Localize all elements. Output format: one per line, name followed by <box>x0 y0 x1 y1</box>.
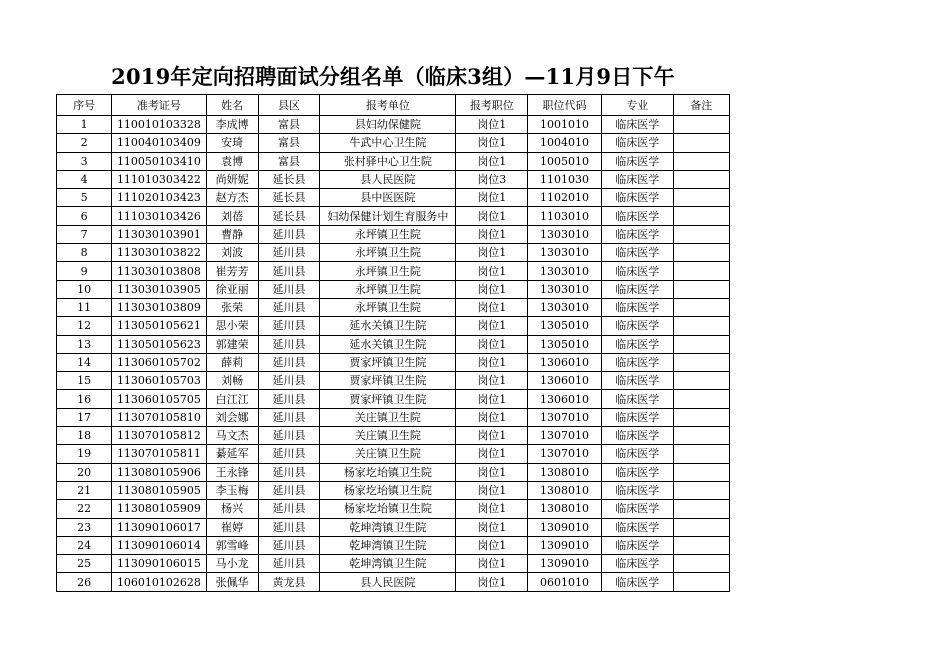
position-code-cell: 1305010 <box>528 317 602 335</box>
index-cell: 26 <box>57 573 112 591</box>
index-cell: 9 <box>57 262 112 280</box>
employer-cell: 关庄镇卫生院 <box>320 427 456 445</box>
major-cell: 临床医学 <box>601 280 673 298</box>
header-name: 姓名 <box>206 95 258 116</box>
position-code-cell: 1306010 <box>528 353 602 371</box>
county-cell: 延川县 <box>258 463 319 481</box>
major-cell: 临床医学 <box>601 463 673 481</box>
county-cell: 延川县 <box>258 225 319 243</box>
position-code-cell: 1001010 <box>528 116 602 134</box>
major-cell: 临床医学 <box>601 481 673 499</box>
position-cell: 岗位1 <box>456 189 528 207</box>
index-cell: 15 <box>57 372 112 390</box>
exam-id-cell: 113080105909 <box>112 500 206 518</box>
county-cell: 延川县 <box>258 353 319 371</box>
name-cell: 杨兴 <box>206 500 258 518</box>
employer-cell: 永坪镇卫生院 <box>320 280 456 298</box>
county-cell: 延长县 <box>258 207 319 225</box>
table-row <box>57 372 730 390</box>
remarks-cell <box>673 372 729 390</box>
major-cell: 临床医学 <box>601 244 673 262</box>
county-cell: 黄龙县 <box>258 573 319 591</box>
remarks-cell <box>673 390 729 408</box>
page-title: 2019年定向招聘面试分组名单（临床3组）—11月9日下午 <box>111 64 675 89</box>
position-cell: 岗位1 <box>456 298 528 316</box>
position-code-cell: 1303010 <box>528 262 602 280</box>
name-cell: 崔婷 <box>206 518 258 536</box>
major-cell: 临床医学 <box>601 335 673 353</box>
table-row <box>57 152 730 170</box>
employer-cell: 永坪镇卫生院 <box>320 262 456 280</box>
employer-cell: 永坪镇卫生院 <box>320 298 456 316</box>
county-cell: 富县 <box>258 134 319 152</box>
remarks-cell <box>673 262 729 280</box>
position-code-cell: 1309010 <box>528 536 602 554</box>
position-code-cell: 1307010 <box>528 427 602 445</box>
exam-id-cell: 113070105810 <box>112 408 206 426</box>
index-cell: 14 <box>57 353 112 371</box>
position-code-cell: 1308010 <box>528 500 602 518</box>
remarks-cell <box>673 317 729 335</box>
remarks-cell <box>673 280 729 298</box>
employer-cell: 乾坤湾镇卫生院 <box>320 518 456 536</box>
index-cell: 24 <box>57 536 112 554</box>
county-cell: 延川县 <box>258 445 319 463</box>
employer-cell: 贾家坪镇卫生院 <box>320 390 456 408</box>
employer-cell: 关庄镇卫生院 <box>320 445 456 463</box>
remarks-cell <box>673 152 729 170</box>
name-cell: 刘畅 <box>206 372 258 390</box>
position-cell: 岗位1 <box>456 244 528 262</box>
employer-cell: 乾坤湾镇卫生院 <box>320 555 456 573</box>
county-cell: 延川县 <box>258 555 319 573</box>
index-cell: 8 <box>57 244 112 262</box>
major-cell: 临床医学 <box>601 555 673 573</box>
table-header-row <box>57 95 730 116</box>
major-cell: 临床医学 <box>601 500 673 518</box>
major-cell: 临床医学 <box>601 573 673 591</box>
index-cell: 10 <box>57 280 112 298</box>
index-cell: 5 <box>57 189 112 207</box>
position-code-cell: 1102010 <box>528 189 602 207</box>
table-row <box>57 500 730 518</box>
index-cell: 17 <box>57 408 112 426</box>
name-cell: 刘蓓 <box>206 207 258 225</box>
name-cell: 王永锋 <box>206 463 258 481</box>
table-row <box>57 463 730 481</box>
position-code-cell: 1303010 <box>528 225 602 243</box>
index-cell: 12 <box>57 317 112 335</box>
name-cell: 郭建荣 <box>206 335 258 353</box>
index-cell: 7 <box>57 225 112 243</box>
major-cell: 临床医学 <box>601 408 673 426</box>
exam-id-cell: 111020103423 <box>112 189 206 207</box>
employer-cell: 永坪镇卫生院 <box>320 244 456 262</box>
county-cell: 延川县 <box>258 500 319 518</box>
position-cell: 岗位1 <box>456 262 528 280</box>
table-row <box>57 555 730 573</box>
index-cell: 19 <box>57 445 112 463</box>
position-cell: 岗位1 <box>456 134 528 152</box>
exam-id-cell: 113060105702 <box>112 353 206 371</box>
remarks-cell <box>673 408 729 426</box>
position-cell: 岗位1 <box>456 500 528 518</box>
position-code-cell: 1306010 <box>528 372 602 390</box>
employer-cell: 县人民医院 <box>320 170 456 188</box>
remarks-cell <box>673 335 729 353</box>
name-cell: 薛莉 <box>206 353 258 371</box>
header-employer: 报考单位 <box>320 95 456 116</box>
major-cell: 临床医学 <box>601 207 673 225</box>
table-row <box>57 189 730 207</box>
table-row <box>57 207 730 225</box>
county-cell: 延川县 <box>258 244 319 262</box>
county-cell: 延川县 <box>258 280 319 298</box>
table-row <box>57 573 730 591</box>
position-code-cell: 1305010 <box>528 335 602 353</box>
name-cell: 崔芳芳 <box>206 262 258 280</box>
position-code-cell: 1306010 <box>528 390 602 408</box>
position-cell: 岗位3 <box>456 170 528 188</box>
employer-cell: 县人民医院 <box>320 573 456 591</box>
header-major: 专业 <box>601 95 673 116</box>
remarks-cell <box>673 573 729 591</box>
interview-roster-table <box>56 94 730 592</box>
county-cell: 延川县 <box>258 427 319 445</box>
exam-id-cell: 113060105705 <box>112 390 206 408</box>
index-cell: 18 <box>57 427 112 445</box>
exam-id-cell: 111030103426 <box>112 207 206 225</box>
name-cell: 安琦 <box>206 134 258 152</box>
table-row <box>57 170 730 188</box>
position-code-cell: 1303010 <box>528 244 602 262</box>
exam-id-cell: 113030103809 <box>112 298 206 316</box>
remarks-cell <box>673 189 729 207</box>
employer-cell: 杨家圪坮镇卫生院 <box>320 463 456 481</box>
exam-id-cell: 113070105811 <box>112 445 206 463</box>
county-cell: 延川县 <box>258 481 319 499</box>
position-cell: 岗位1 <box>456 207 528 225</box>
name-cell: 马小龙 <box>206 555 258 573</box>
table-row <box>57 134 730 152</box>
remarks-cell <box>673 463 729 481</box>
major-cell: 临床医学 <box>601 445 673 463</box>
table-row <box>57 390 730 408</box>
employer-cell: 永坪镇卫生院 <box>320 225 456 243</box>
county-cell: 富县 <box>258 152 319 170</box>
employer-cell: 张村驿中心卫生院 <box>320 152 456 170</box>
name-cell: 思小荣 <box>206 317 258 335</box>
position-cell: 岗位1 <box>456 573 528 591</box>
position-cell: 岗位1 <box>456 481 528 499</box>
index-cell: 22 <box>57 500 112 518</box>
employer-cell: 贾家坪镇卫生院 <box>320 353 456 371</box>
remarks-cell <box>673 555 729 573</box>
name-cell: 赵方杰 <box>206 189 258 207</box>
table-row <box>57 445 730 463</box>
position-code-cell: 1308010 <box>528 463 602 481</box>
header-remarks: 备注 <box>673 95 729 116</box>
position-cell: 岗位1 <box>456 408 528 426</box>
exam-id-cell: 113090106015 <box>112 555 206 573</box>
employer-cell: 延水关镇卫生院 <box>320 335 456 353</box>
position-code-cell: 1307010 <box>528 408 602 426</box>
name-cell: 曹静 <box>206 225 258 243</box>
name-cell: 张佩华 <box>206 573 258 591</box>
table-row <box>57 262 730 280</box>
index-cell: 11 <box>57 298 112 316</box>
header-exam-id: 准考证号 <box>112 95 206 116</box>
remarks-cell <box>673 170 729 188</box>
table-row <box>57 408 730 426</box>
employer-cell: 杨家圪坮镇卫生院 <box>320 481 456 499</box>
name-cell: 郭雪峰 <box>206 536 258 554</box>
employer-cell: 县中医医院 <box>320 189 456 207</box>
name-cell: 马文杰 <box>206 427 258 445</box>
exam-id-cell: 111010303422 <box>112 170 206 188</box>
employer-cell: 关庄镇卫生院 <box>320 408 456 426</box>
exam-id-cell: 113050105621 <box>112 317 206 335</box>
index-cell: 21 <box>57 481 112 499</box>
major-cell: 临床医学 <box>601 427 673 445</box>
index-cell: 4 <box>57 170 112 188</box>
position-cell: 岗位1 <box>456 445 528 463</box>
county-cell: 延川县 <box>258 390 319 408</box>
table-row <box>57 225 730 243</box>
exam-id-cell: 113030103901 <box>112 225 206 243</box>
index-cell: 25 <box>57 555 112 573</box>
position-cell: 岗位1 <box>456 463 528 481</box>
position-code-cell: 0601010 <box>528 573 602 591</box>
remarks-cell <box>673 116 729 134</box>
exam-id-cell: 113050105623 <box>112 335 206 353</box>
name-cell: 刘会娜 <box>206 408 258 426</box>
position-cell: 岗位1 <box>456 518 528 536</box>
name-cell: 徐亚丽 <box>206 280 258 298</box>
county-cell: 延川县 <box>258 408 319 426</box>
major-cell: 临床医学 <box>601 170 673 188</box>
exam-id-cell: 113030103808 <box>112 262 206 280</box>
exam-id-cell: 113070105812 <box>112 427 206 445</box>
major-cell: 临床医学 <box>601 518 673 536</box>
remarks-cell <box>673 536 729 554</box>
position-code-cell: 1309010 <box>528 555 602 573</box>
position-cell: 岗位1 <box>456 280 528 298</box>
table-row <box>57 335 730 353</box>
position-cell: 岗位1 <box>456 427 528 445</box>
position-code-cell: 1103010 <box>528 207 602 225</box>
header-index: 序号 <box>57 95 112 116</box>
county-cell: 延川县 <box>258 335 319 353</box>
remarks-cell <box>673 500 729 518</box>
county-cell: 延长县 <box>258 189 319 207</box>
major-cell: 临床医学 <box>601 225 673 243</box>
table-row <box>57 518 730 536</box>
major-cell: 临床医学 <box>601 353 673 371</box>
major-cell: 临床医学 <box>601 262 673 280</box>
table-body <box>57 116 730 592</box>
name-cell: 尚妍妮 <box>206 170 258 188</box>
exam-id-cell: 110010103328 <box>112 116 206 134</box>
county-cell: 富县 <box>258 116 319 134</box>
employer-cell: 牛武中心卫生院 <box>320 134 456 152</box>
county-cell: 延长县 <box>258 170 319 188</box>
position-code-cell: 1308010 <box>528 481 602 499</box>
exam-id-cell: 110040103409 <box>112 134 206 152</box>
exam-id-cell: 113030103905 <box>112 280 206 298</box>
index-cell: 13 <box>57 335 112 353</box>
table-row <box>57 244 730 262</box>
employer-cell: 乾坤湾镇卫生院 <box>320 536 456 554</box>
name-cell: 李玉梅 <box>206 481 258 499</box>
table-row <box>57 353 730 371</box>
position-cell: 岗位1 <box>456 372 528 390</box>
major-cell: 临床医学 <box>601 372 673 390</box>
exam-id-cell: 113030103822 <box>112 244 206 262</box>
major-cell: 临床医学 <box>601 317 673 335</box>
index-cell: 6 <box>57 207 112 225</box>
table-row <box>57 116 730 134</box>
name-cell: 白江江 <box>206 390 258 408</box>
position-cell: 岗位1 <box>456 152 528 170</box>
remarks-cell <box>673 225 729 243</box>
exam-id-cell: 106010102628 <box>112 573 206 591</box>
employer-cell: 妇幼保健计划生育服务中 <box>320 207 456 225</box>
major-cell: 临床医学 <box>601 116 673 134</box>
employer-cell: 县妇幼保健院 <box>320 116 456 134</box>
exam-id-cell: 113080105905 <box>112 481 206 499</box>
remarks-cell <box>673 298 729 316</box>
remarks-cell <box>673 445 729 463</box>
remarks-cell <box>673 427 729 445</box>
table-row <box>57 427 730 445</box>
county-cell: 延川县 <box>258 298 319 316</box>
remarks-cell <box>673 353 729 371</box>
major-cell: 临床医学 <box>601 134 673 152</box>
major-cell: 临床医学 <box>601 390 673 408</box>
position-cell: 岗位1 <box>456 555 528 573</box>
table-row <box>57 317 730 335</box>
name-cell: 李成博 <box>206 116 258 134</box>
name-cell: 綦延军 <box>206 445 258 463</box>
position-cell: 岗位1 <box>456 536 528 554</box>
county-cell: 延川县 <box>258 262 319 280</box>
position-code-cell: 1303010 <box>528 298 602 316</box>
remarks-cell <box>673 134 729 152</box>
position-code-cell: 1004010 <box>528 134 602 152</box>
position-code-cell: 1005010 <box>528 152 602 170</box>
header-county: 县区 <box>258 95 319 116</box>
remarks-cell <box>673 207 729 225</box>
position-cell: 岗位1 <box>456 335 528 353</box>
county-cell: 延川县 <box>258 317 319 335</box>
position-cell: 岗位1 <box>456 317 528 335</box>
position-cell: 岗位1 <box>456 116 528 134</box>
major-cell: 临床医学 <box>601 152 673 170</box>
table-row <box>57 481 730 499</box>
index-cell: 3 <box>57 152 112 170</box>
position-code-cell: 1101030 <box>528 170 602 188</box>
remarks-cell <box>673 244 729 262</box>
exam-id-cell: 113080105906 <box>112 463 206 481</box>
major-cell: 临床医学 <box>601 298 673 316</box>
exam-id-cell: 113090106014 <box>112 536 206 554</box>
header-position: 报考职位 <box>456 95 528 116</box>
exam-id-cell: 110050103410 <box>112 152 206 170</box>
remarks-cell <box>673 481 729 499</box>
county-cell: 延川县 <box>258 518 319 536</box>
name-cell: 刘波 <box>206 244 258 262</box>
employer-cell: 贾家坪镇卫生院 <box>320 372 456 390</box>
major-cell: 临床医学 <box>601 189 673 207</box>
name-cell: 张荣 <box>206 298 258 316</box>
position-cell: 岗位1 <box>456 390 528 408</box>
employer-cell: 杨家圪坮镇卫生院 <box>320 500 456 518</box>
index-cell: 23 <box>57 518 112 536</box>
remarks-cell <box>673 518 729 536</box>
index-cell: 2 <box>57 134 112 152</box>
table-row <box>57 536 730 554</box>
major-cell: 临床医学 <box>601 536 673 554</box>
index-cell: 20 <box>57 463 112 481</box>
county-cell: 延川县 <box>258 536 319 554</box>
position-code-cell: 1307010 <box>528 445 602 463</box>
name-cell: 袁博 <box>206 152 258 170</box>
header-position-code: 职位代码 <box>528 95 602 116</box>
exam-id-cell: 113060105703 <box>112 372 206 390</box>
table-row <box>57 298 730 316</box>
index-cell: 16 <box>57 390 112 408</box>
position-cell: 岗位1 <box>456 225 528 243</box>
index-cell: 1 <box>57 116 112 134</box>
table-row <box>57 280 730 298</box>
position-cell: 岗位1 <box>456 353 528 371</box>
exam-id-cell: 113090106017 <box>112 518 206 536</box>
position-code-cell: 1303010 <box>528 280 602 298</box>
county-cell: 延川县 <box>258 372 319 390</box>
employer-cell: 延水关镇卫生院 <box>320 317 456 335</box>
position-code-cell: 1309010 <box>528 518 602 536</box>
